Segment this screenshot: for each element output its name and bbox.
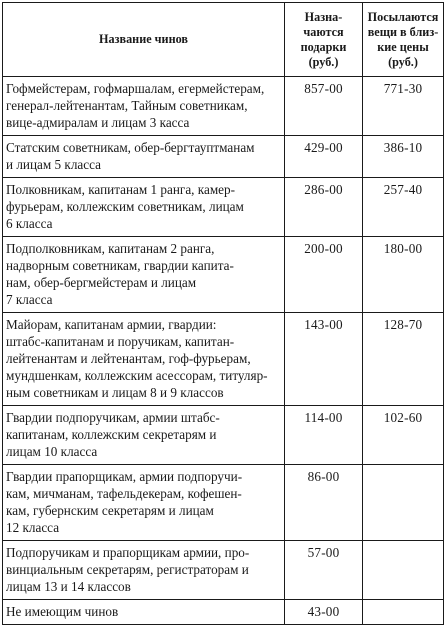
table-row (3, 406, 444, 465)
rank-name-line: штабс-капитанам и поручикам, капитан- (6, 334, 235, 349)
send-amount-cell: 771-30 (363, 77, 444, 136)
ranks-gift-table (2, 2, 444, 625)
rank-name-line: Не имеющим чинов (6, 604, 119, 619)
rank-name-cell (3, 237, 285, 313)
rank-name-line: 6 класса (6, 216, 53, 231)
rank-name-line: винциальным секретарям, регистраторам и (6, 562, 249, 577)
table-row (3, 541, 444, 600)
rank-name-cell (3, 313, 285, 406)
rank-name-line: лицам 10 класса (6, 444, 98, 459)
rank-name-line: нам, обер-бергмейстерам и лицам (6, 275, 197, 290)
rank-name-cell (3, 406, 285, 465)
header-send-line: вещи в близ- (367, 24, 439, 39)
header-send-line: Посылаются (367, 9, 439, 24)
rank-name-line: ным советникам и лицам 8 и 9 классов (6, 385, 224, 400)
rank-name-line: вице-адмиралам и лицам 3 касса (6, 115, 190, 130)
table-header-row (3, 3, 444, 77)
rank-name-line: кам, мичманам, тафельдекерам, кофешен- (6, 486, 242, 501)
header-gift-line: (руб.) (308, 54, 339, 69)
header-rank-name-label: Название чинов (99, 32, 188, 46)
table-row (3, 465, 444, 541)
rank-name-line: лицам 13 и 14 классов (6, 579, 131, 594)
header-rank-name (3, 3, 285, 77)
rank-name-line: 7 класса (6, 292, 53, 307)
rank-name-line: Гвардии подпоручикам, армии штабс- (6, 410, 220, 425)
gift-amount-cell: 200-00 (285, 237, 363, 313)
rank-name-line: надворным советникам, гвардии капита- (6, 258, 234, 273)
table-row (3, 136, 444, 178)
header-send-line: кие цены (377, 39, 429, 54)
header-gift-amount (285, 3, 363, 77)
gift-amount-cell: 57-00 (285, 541, 363, 600)
send-amount-cell (363, 541, 444, 600)
gift-amount-cell: 286-00 (285, 178, 363, 237)
gift-amount-cell: 857-00 (285, 77, 363, 136)
send-amount-cell: 128-70 (363, 313, 444, 406)
gift-amount-cell: 429-00 (285, 136, 363, 178)
rank-name-line: фурьерам, коллежским советникам, лицам (6, 199, 244, 214)
header-gift-line: чаются (303, 24, 344, 39)
send-amount-cell: 180-00 (363, 237, 444, 313)
rank-name-cell (3, 136, 285, 178)
table-row (3, 313, 444, 406)
send-amount-cell (363, 465, 444, 541)
rank-name-line: Полковникам, капитанам 1 ранга, камер- (6, 182, 236, 197)
send-amount-cell: 386-10 (363, 136, 444, 178)
send-amount-cell (363, 600, 444, 625)
header-send-line: (руб.) (388, 54, 418, 69)
rank-name-line: Подпоручикам и прапорщикам армии, про- (6, 545, 250, 560)
rank-name-cell (3, 541, 285, 600)
rank-name-line: и лицам 5 класса (6, 157, 101, 172)
rank-name-line: кам, губернским секретарям и лицам (6, 503, 214, 518)
rank-name-line: Гвардии прапорщикам, армии подпоручи- (6, 469, 243, 484)
gift-amount-cell: 114-00 (285, 406, 363, 465)
send-amount-cell: 102-60 (363, 406, 444, 465)
table-row (3, 600, 444, 625)
gift-amount-cell: 143-00 (285, 313, 363, 406)
rank-name-line: Майорам, капитанам армии, гвардии: (6, 317, 217, 332)
rank-name-cell (3, 77, 285, 136)
rank-name-line: Гофмейстерам, гофмаршалам, егермейстерам, (6, 81, 265, 96)
rank-name-line: капитанам, коллежским секретарям и (6, 427, 217, 442)
rank-name-line: лейтенантам и лейтенантам, гоф-фурьерам, (6, 351, 251, 366)
rank-name-line: 12 класса (6, 520, 60, 535)
gift-amount-cell: 86-00 (285, 465, 363, 541)
table-row (3, 237, 444, 313)
rank-name-line: генерал-лейтенантам, Тайным советникам, (6, 98, 248, 113)
gift-amount-cell: 43-00 (285, 600, 363, 625)
rank-name-line: Подполковникам, капитанам 2 ранга, (6, 241, 215, 256)
table-row (3, 77, 444, 136)
header-gift-line: Назна- (304, 9, 343, 24)
rank-name-cell (3, 465, 285, 541)
rank-name-cell (3, 178, 285, 237)
header-gift-line: подарки (300, 39, 347, 54)
header-send-items (363, 3, 444, 77)
rank-name-cell (3, 600, 285, 625)
table-row (3, 178, 444, 237)
rank-name-line: мундшенкам, коллежским асессорам, титуляр- (6, 368, 268, 383)
rank-name-line: Статским советникам, обер-бергтауптманам (6, 140, 255, 155)
send-amount-cell: 257-40 (363, 178, 444, 237)
